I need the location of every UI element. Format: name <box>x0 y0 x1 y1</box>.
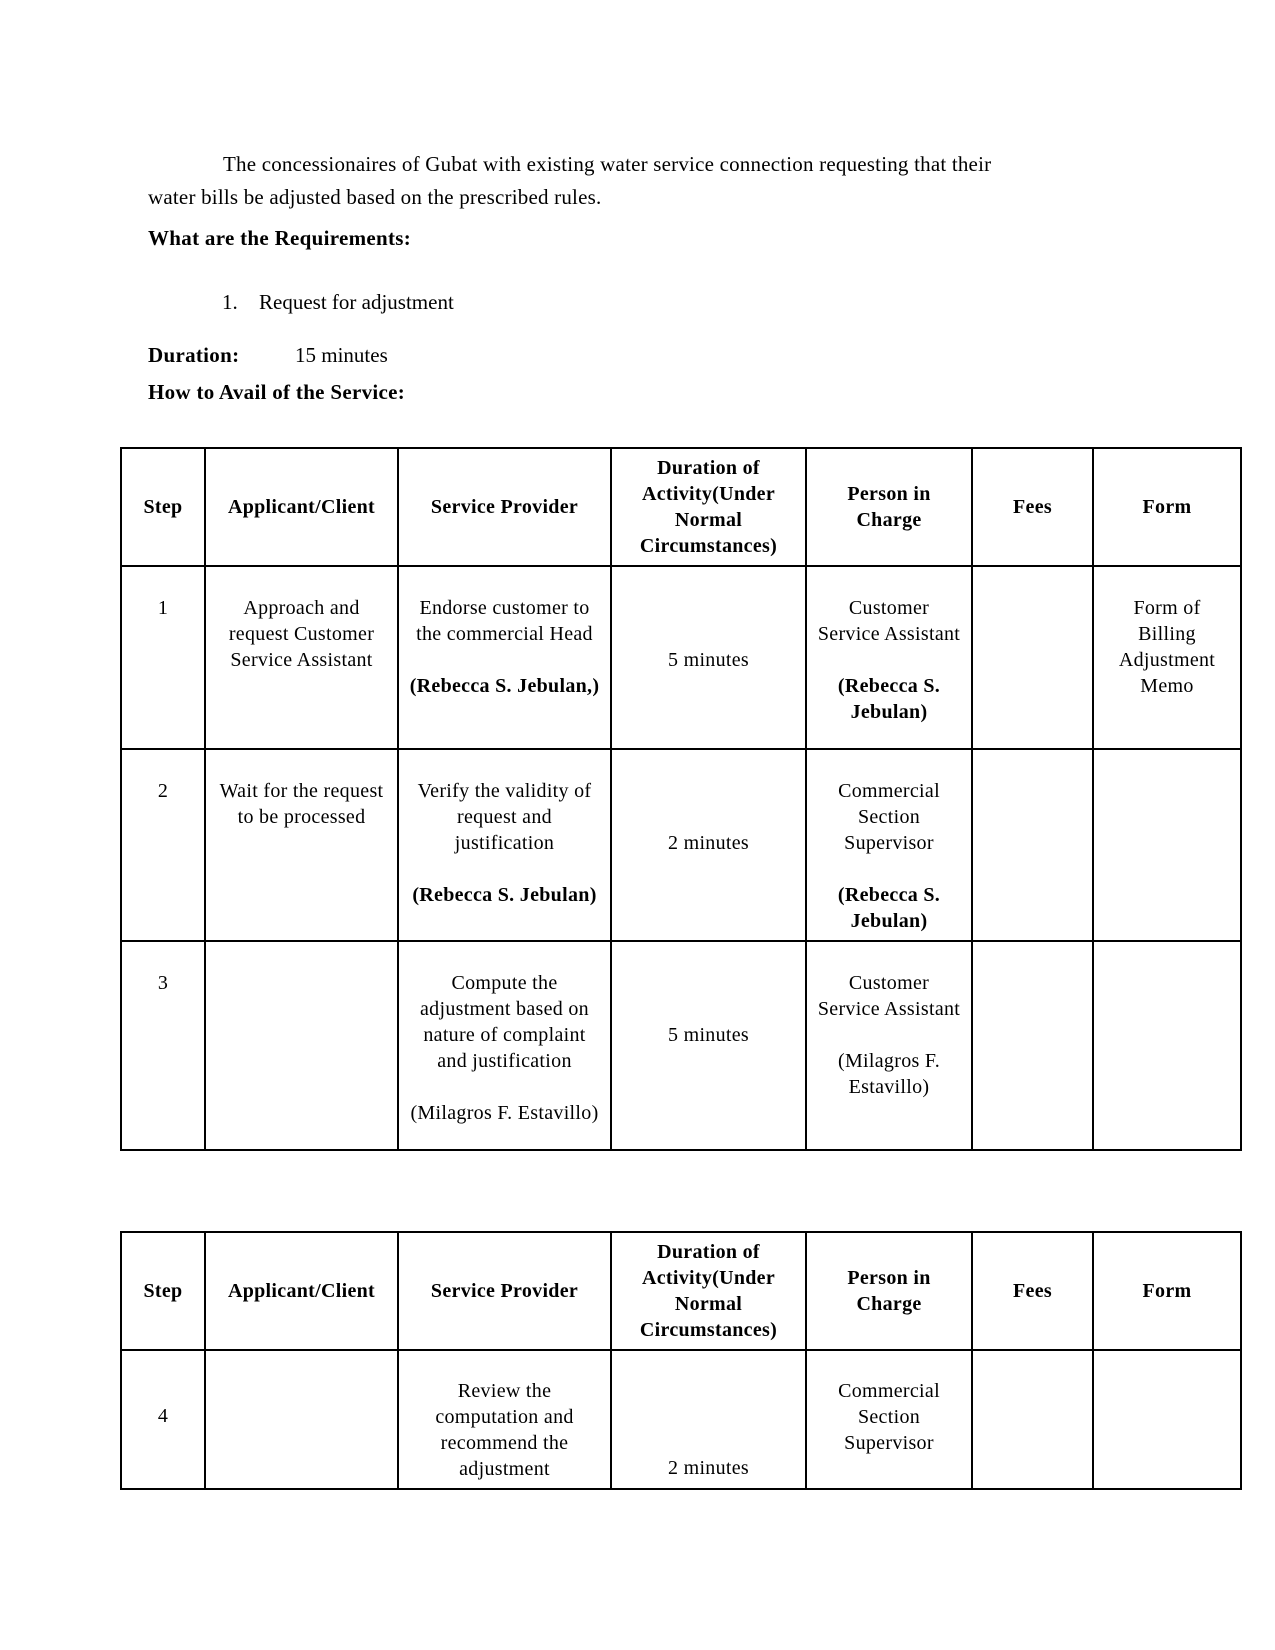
header-client: Applicant/Client <box>205 448 398 566</box>
header-person: Person in Charge <box>806 448 972 566</box>
cell-step: 2 <box>121 749 205 941</box>
cell-person: Commercial Section Supervisor (Rebecca S. Jebulan) <box>806 749 972 941</box>
person-name: (Rebecca S. Jebulan) <box>837 675 941 723</box>
header-fees: Fees <box>972 448 1093 566</box>
duration-value: 15 minutes <box>295 343 388 367</box>
provider-name: (Rebecca S. Jebulan,) <box>409 675 600 697</box>
header-fees: Fees <box>972 1232 1093 1350</box>
table-header-row <box>121 1232 1241 1350</box>
cell-form <box>1093 749 1241 941</box>
intro-paragraph <box>148 148 1128 214</box>
table-row <box>121 1350 1241 1489</box>
requirement-item <box>222 290 454 315</box>
header-step: Step <box>121 1232 205 1350</box>
header-step: Step <box>121 448 205 566</box>
duration-row <box>148 343 388 368</box>
cell-fees <box>972 566 1093 749</box>
cell-provider: Endorse customer to the commercial Head (Rebecca S. Jebulan,) <box>398 566 611 749</box>
how-to-heading: How to Avail of the Service: <box>148 380 406 404</box>
cell-duration: 2 minutes <box>611 1350 806 1489</box>
service-table-1 <box>120 447 1242 1151</box>
person-name: (Milagros F. Estavillo) <box>838 1050 940 1098</box>
provider-name: (Rebecca S. Jebulan) <box>412 884 597 906</box>
cell-client: Wait for the request to be processed <box>205 749 398 941</box>
cell-client: Approach and request Customer Service Assistant <box>205 566 398 749</box>
cell-provider: Compute the adjustment based on nature of complaint and justification (Milagros F. Estavillo) <box>398 941 611 1150</box>
service-table-2 <box>120 1231 1242 1490</box>
cell-fees <box>972 941 1093 1150</box>
cell-form: Form of Billing Adjustment Memo <box>1093 566 1241 749</box>
cell-duration: 5 minutes <box>611 941 806 1150</box>
header-duration: Duration of Activity(Under Normal Circumstances) <box>611 448 806 566</box>
header-form: Form <box>1093 448 1241 566</box>
header-form: Form <box>1093 1232 1241 1350</box>
cell-step: 1 <box>121 566 205 749</box>
cell-form <box>1093 1350 1241 1489</box>
person-name: (Rebecca S. Jebulan) <box>837 884 941 932</box>
duration-label: Duration: <box>148 343 240 367</box>
cell-duration: 5 minutes <box>611 566 806 749</box>
cell-fees <box>972 1350 1093 1489</box>
cell-provider: Review the computation and recommend the adjustment <box>398 1350 611 1489</box>
cell-person: Customer Service Assistant (Rebecca S. Jebulan) <box>806 566 972 749</box>
header-person: Person in Charge <box>806 1232 972 1350</box>
table-row <box>121 749 1241 941</box>
intro-line-1: The concessionaires of Gubat with existing water service connection requesting that their <box>223 152 992 176</box>
table-row <box>121 566 1241 749</box>
cell-form <box>1093 941 1241 1150</box>
header-provider: Service Provider <box>398 448 611 566</box>
cell-step: 4 <box>121 1350 205 1489</box>
requirement-text: Request for adjustment <box>259 290 454 314</box>
header-duration: Duration of Activity(Under Normal Circumstances) <box>611 1232 806 1350</box>
cell-client <box>205 1350 398 1489</box>
intro-line-2: water bills be adjusted based on the prescribed rules. <box>148 185 602 209</box>
table-header-row <box>121 448 1241 566</box>
header-provider: Service Provider <box>398 1232 611 1350</box>
cell-person: Customer Service Assistant (Milagros F. Estavillo) <box>806 941 972 1150</box>
cell-provider: Verify the validity of request and justification (Rebecca S. Jebulan) <box>398 749 611 941</box>
cell-fees <box>972 749 1093 941</box>
cell-step: 3 <box>121 941 205 1150</box>
requirement-number: 1. <box>222 290 238 314</box>
cell-person: Commercial Section Supervisor <box>806 1350 972 1489</box>
provider-name: (Milagros F. Estavillo) <box>410 1102 599 1124</box>
table-row <box>121 941 1241 1150</box>
header-client: Applicant/Client <box>205 1232 398 1350</box>
requirements-heading: What are the Requirements: <box>148 226 412 250</box>
cell-duration: 2 minutes <box>611 749 806 941</box>
cell-client <box>205 941 398 1150</box>
